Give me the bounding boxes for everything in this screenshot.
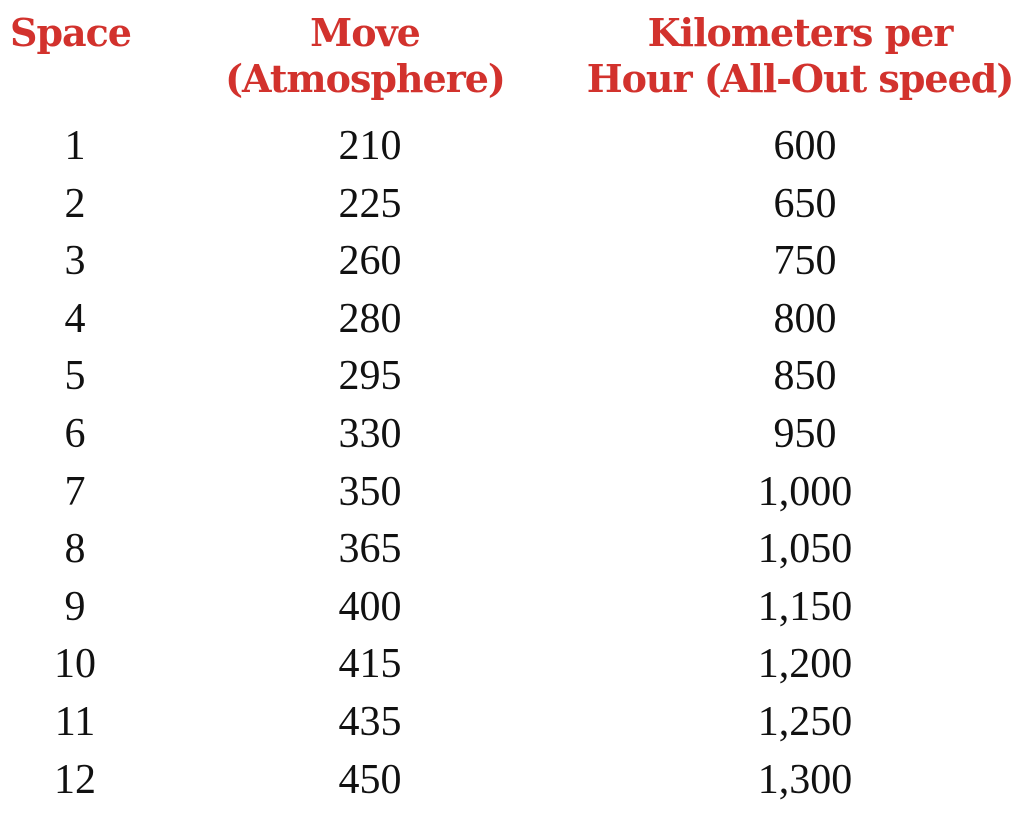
table-row <box>0 406 1024 464</box>
cell-space: 11 <box>54 698 96 745</box>
header-move <box>210 10 520 102</box>
table-row <box>0 233 1024 291</box>
cell-kph: 650 <box>773 180 837 227</box>
cell-kph: 1,200 <box>757 641 853 688</box>
cell-space: 3 <box>64 238 86 285</box>
cell-space: 10 <box>54 641 96 688</box>
cell-space: 5 <box>64 353 86 400</box>
cell-space: 9 <box>64 583 86 630</box>
cell-move: 450 <box>338 756 402 803</box>
table-row <box>0 118 1024 176</box>
cell-kph: 1,150 <box>757 583 853 630</box>
cell-kph: 950 <box>773 410 837 457</box>
cell-move: 225 <box>338 180 402 227</box>
cell-space: 8 <box>64 526 86 573</box>
table-row <box>0 521 1024 579</box>
header-kph <box>575 10 1024 102</box>
cell-space: 1 <box>64 123 86 169</box>
cell-space: 2 <box>64 180 86 227</box>
cell-space: 6 <box>64 410 86 457</box>
cell-move: 350 <box>338 468 402 515</box>
cell-move: 295 <box>338 353 402 400</box>
cell-move: 400 <box>338 583 402 630</box>
cell-kph: 800 <box>773 295 837 342</box>
cell-kph: 1,300 <box>757 756 853 803</box>
table-row <box>0 752 1024 810</box>
table-row <box>0 636 1024 694</box>
cell-space: 4 <box>64 295 86 342</box>
cell-space: 12 <box>54 756 96 803</box>
table-row <box>0 291 1024 349</box>
cell-kph: 600 <box>773 123 837 169</box>
header-move-line2: (Atmosphere) <box>225 56 505 101</box>
cell-move: 330 <box>338 410 402 457</box>
table-row <box>0 176 1024 234</box>
header-kph-line1: Kilometers per <box>647 10 953 55</box>
header-move-line1: Move <box>310 10 420 55</box>
header-kph-line2: Hour (All-Out speed) <box>586 56 1014 101</box>
cell-move: 260 <box>338 238 402 285</box>
cell-move: 435 <box>338 698 402 745</box>
table-row <box>0 579 1024 637</box>
cell-kph: 750 <box>773 238 837 285</box>
cell-space: 7 <box>64 468 86 515</box>
table-row <box>0 694 1024 752</box>
table-body <box>0 118 1024 809</box>
table-row <box>0 464 1024 522</box>
cell-kph: 1,000 <box>757 468 853 515</box>
header-space-label: Space <box>10 10 131 55</box>
cell-move: 365 <box>338 526 402 573</box>
cell-move: 280 <box>338 295 402 342</box>
cell-move: 210 <box>338 123 402 169</box>
cell-kph: 1,250 <box>757 698 853 745</box>
cell-kph: 1,050 <box>757 526 853 573</box>
table-row <box>0 348 1024 406</box>
cell-kph: 850 <box>773 353 837 400</box>
header-space <box>10 10 140 56</box>
cell-move: 415 <box>338 641 402 688</box>
